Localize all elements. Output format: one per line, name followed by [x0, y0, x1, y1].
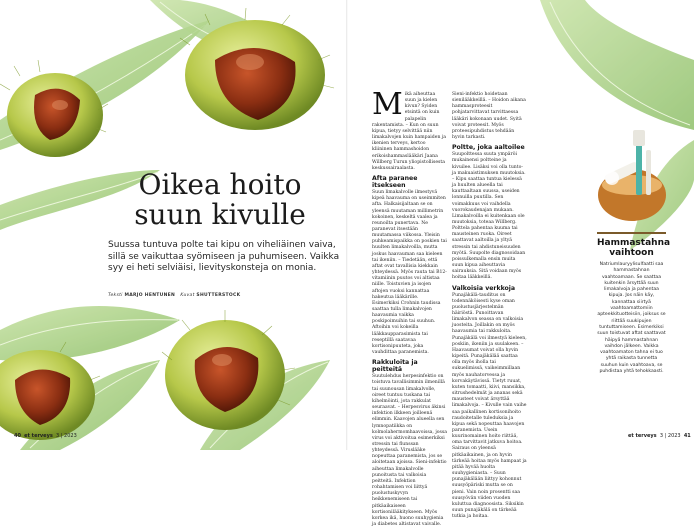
sidebar-rule [597, 232, 666, 234]
body-column-2 [452, 92, 527, 520]
paragraph-afta: Suun limakalvolle ilmestyvä kipeä haavauma on useimmiten afta. Halkaisijaltaan se on yleensä muutaman millimetrin kokoinen, keskeltä vaalea ja reunoilta punertava. Ne paranevat itsestään muutamassa viikossa. Yleisin puhkeamispaikka on poskien tai huulten limakalvoilla, mutta joskus haavauman saa kieleen tai ikeniin. – Tiedetään, että aftat ovat tavallisia kiekkain yhteydessä. Myös rauta tai B12-vitamiinin puutos voi altistaa niille. Toistuvien ja isojen aftojen vuoksi kannattaa hakeutua lääkärille. Esimerkiksi Crohnin taudissa saattaa tulla limakalvojen haavaumia vaikka poskipoimuihin tai suuhun. Aftoihin voi kokeilla lääkkaupparasimista tai reseptillä saatavaa kortisonipuuteta, joka vauhdittaa paranemista. [372, 190, 447, 356]
paragraph-poltte: Suupolttessa suuta ympäröi mukainensi poltteine ja kivuilee. Lisäksi voi olla tunto- ja makuaistimuksen muutoksia. – Kipu saattaa tuntua kielessä ja huulten alueella tai kauttaaltaan suussa, useiden lonnuilla puutilla. Sen voimakkuus voi vaihdella vuorokaudenajan mukaan. Limakalvoilla ei kuitenkaan ole muutoksia, toteaa Willberg. Polttela pahentaa kuuma tai mausteinen ruoka. Oireet saattavat aaltoilla ja yltyä stressin tai ahdistuneisuuden myötä. Suupolte diagnosoidaan poissulkemalla ensin muita suun kipua aiheuttavia sairauksia. Sitä voidaan myös hoitaa lääkkeillä. [452, 152, 526, 281]
chestnut-husk-top-center [185, 20, 325, 130]
subheading-valkoisia: Valkoisia verkkoja [452, 284, 516, 292]
credit-author: MARJO HENTUNEN [124, 293, 176, 298]
folio-right-magazine: et terveys [628, 433, 657, 439]
subheading-poltte: Poltte, joka aaltoilee [452, 144, 525, 152]
folio-right-issue: 3 | 2023 [659, 433, 681, 439]
credit-text-label: Teksti [108, 293, 123, 298]
sidebar-title: Hammastahna vaihtoon [597, 238, 671, 258]
page-gutter [346, 0, 348, 450]
subheading-rakkuloita: Rakkuloita ja peitteitä [372, 359, 418, 374]
paragraph-rakkuloita: Suutulehdus herpesinfektio on toistuva tavallisimmin ilmenillä tai suunousan limakalvolle, oireet tuntuu tuskana tai kihelmöinti, jota rakkulat seuraavat. – Herpesvirus äkinsi infektion ilkkeen joilleenä elimmin. Kaavojen alueella sen lymnopatiikka on kolmolahermomhaavoissa, jossa virus voi aktivoitua esimerkiksi stressin tai flunssan yhteydessä. Viruslääke nopeuttaa paranemista, jos se aloitetaan ajoissa. Sieni-infektio aiheuttaa limakalvolle punoitusta tai valkoisia peitteitä. Infektion rohahtamisen voi liittyä puolustuskyvyn heikkenemiseen tai pitkäaikaiseen kortisonilääkitykseen. Myös korkea ikä, huono suuhygienia ja diabetes altistavat vaivalle. [372, 374, 447, 527]
article-title-line1: Oikea hoito [138, 168, 302, 201]
article-title-line2: suun kivulle [134, 198, 306, 231]
intro-text: ikä aiheuttaa suun ja kielen kivun? Syiden etsintä on kuin palapelin rakentamista. – Kun on suun kipua, tietyy selvittää niin limakalvojen kuin hampaiden ja ikenien terveys, kertoo kliininen hammashoidon erikoishammaslääkäri Jaana Willberg Turun yliopistollisesta keskussairaalasta. [372, 92, 447, 171]
folio-right [628, 433, 691, 439]
toothbrush-cup-illustration [598, 130, 666, 221]
paragraph-sieni: Sieni-infektio hoidetaan sienilääkkeillä. – Hoidon aikana hammasproteesit pohjatarvittavat tarvittaessa lääkäri kokonaan uudet. Syitä voivat proteesit. Myös proteesipuhdistus tehdään hyvin tarkasti. [452, 92, 526, 141]
chestnut-husk-bottom-center [165, 320, 285, 430]
folio-left-magazine: et terveys [24, 433, 53, 439]
sidebar-body: Natriumlauryylisulfaatti saa hammastahnan vaahtoamaan. Se saattaa kuitenkin ärsyttää suun limakalvoja ja pahentaa kipuja. Jos näin käy, kannattaa siirtyä vaahtoamattomiin apteekkituotteisiin, joiksus se riittää suukipujen tuntuttamiseen. Esimerkiksi suun toistuvat aftat saattavat häipyä hammastahnan vaihdon jälkeen. Vaikka vaahtoamaton tahna ei tuo yhtä raikasta tunnetta suuhun kuin vaahtoava, se puhdistaa yhtä tehokkaasti. [597, 262, 666, 375]
drop-cap: M [372, 87, 403, 122]
intro-paragraph [372, 87, 447, 172]
leaf-right-top [540, 0, 694, 130]
folio-left-number: 40 [14, 433, 21, 439]
article-title [100, 170, 340, 230]
chestnut-husk-top-left [7, 73, 103, 157]
folio-left-issue: 3 | 2023 [56, 433, 77, 439]
credit-photo: SHUTTERSTOCK [196, 293, 241, 298]
subheading-afta: Afta paranee itsekseen [372, 175, 418, 190]
credit-photo-label: Kuvat [180, 293, 195, 298]
paragraph-valkoisia: Punajäkälä-tauditus on todennäköisesti kyse oman puolustusjärjestelmän häiriöstä. Punoittavan limakalvon seassa on valkoisia juosteita. Joillakin on myös haavaumia tai rakkuloita. Punajäkälä voi ilmestyä kieleen, poskiin, ikeniin ja suulakeen. – Haavaumat voivat olla hyvin kipeitä. Punajäkälää saattaa olla myös iholla tai sukuelimissä, vaikeimmillaan myös nauhatorvessa ja korvakäytävissä. Tietyt ruuat, kuten tomaatti, kiivi, mansikka, sitrushedelmät ja ananas sekä mausteet voivat ärsyttää limakalvoja. – Kivulle vain vaihe saa paikallinen kortisonihoito raudoitetalle tuleduksia ja kipua sekä nopeuttaa haavojen paranemista. Usein kuurinomainen hoito riittää, oma tarvittavit jatkuva hoitoa. Sairaus on yleensä pitkäaikainen, ja on hyvin tärkeää hoitaa myös hampaat ja pitää hyvää huolta suuhygieniasta. – Suun punajäkälään liittyy kohonnut suusyöpäriski mutta se on pieni. Vain noin prosentti saa suusyövän viiden vuoden kuluttua diagnoosista. Siksikin suun punajäkälä on tärkeää tutkia ja hoitaa. [452, 292, 527, 520]
body-column-1 [372, 87, 447, 527]
folio-left [14, 433, 77, 439]
folio-right-number: 41 [683, 433, 691, 439]
article-credit [108, 293, 240, 298]
sidebar-box [597, 232, 671, 375]
article-lead: Suussa tuntuva polte tai kipu on viheliäinen vaiva, sillä se vaikuttaa syömiseen ja puhumiseen. Vaikka syy ei heti selviäisi, lievityskonsteja on monia. [108, 240, 340, 273]
